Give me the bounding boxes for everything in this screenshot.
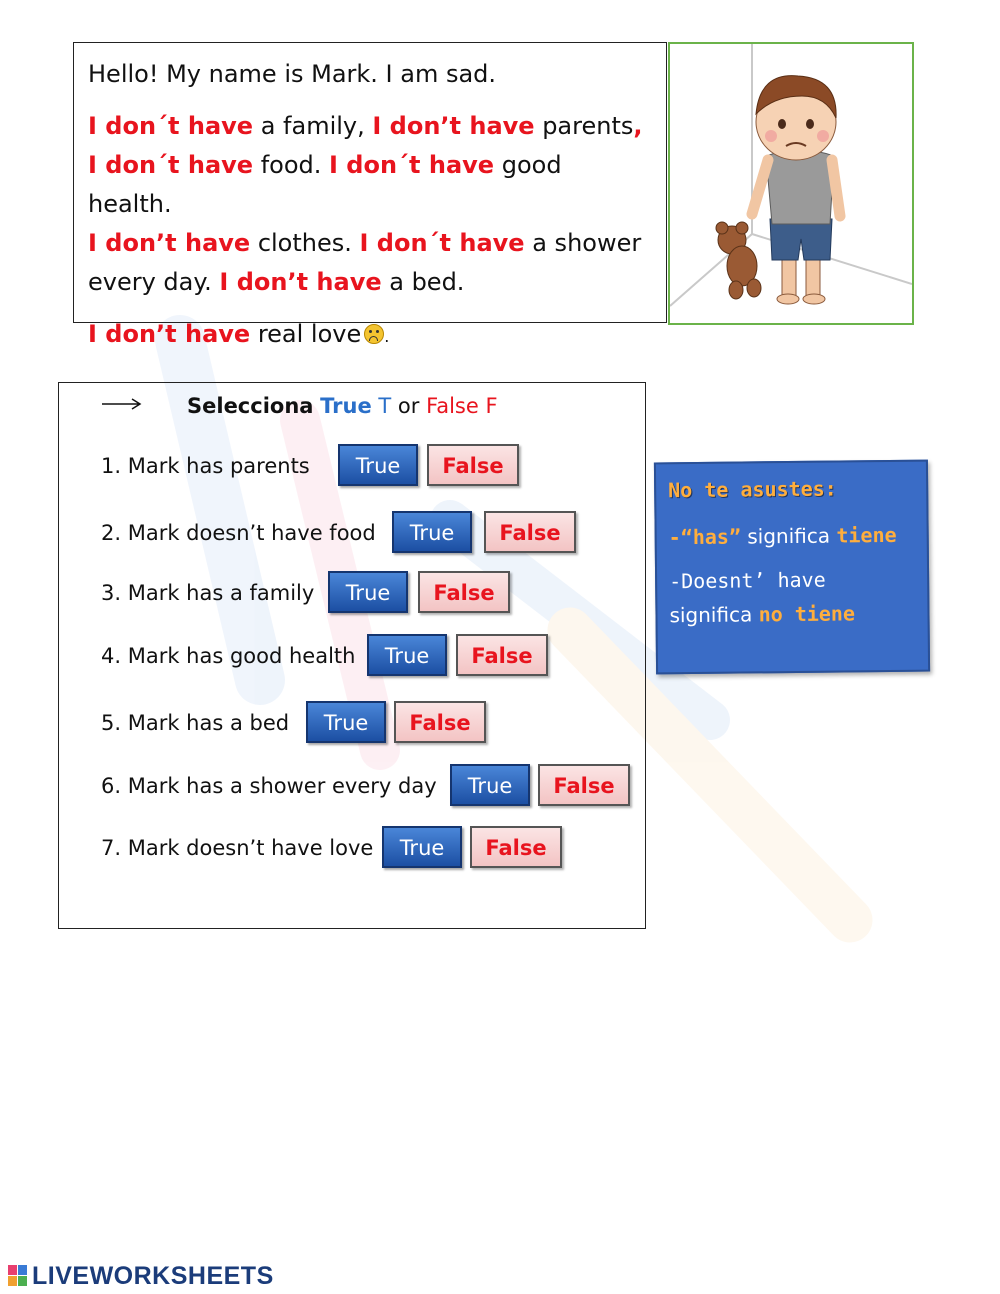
note-translation: no tiene [758, 601, 856, 627]
quiz-title-true: True [320, 394, 372, 418]
false-button[interactable]: False [418, 571, 510, 613]
true-button[interactable]: True [382, 826, 462, 868]
quiz-title-false: False F [426, 394, 498, 418]
story-text: food. [253, 151, 330, 179]
sad-face-icon [364, 324, 384, 344]
true-button[interactable]: True [450, 764, 530, 806]
false-button[interactable]: False [538, 764, 630, 806]
quiz-title [187, 394, 498, 418]
false-button[interactable]: False [427, 444, 519, 486]
true-button[interactable]: True [392, 511, 472, 553]
story-phrase: I don’t have [88, 320, 251, 348]
story-line [88, 146, 652, 224]
true-button[interactable]: True [306, 701, 386, 743]
story-text: good health. [88, 151, 562, 218]
question-text: 6. Mark has a shower every day [101, 774, 437, 798]
question-row [59, 634, 647, 678]
sad-boy-icon [670, 44, 912, 323]
question-row [59, 701, 647, 745]
true-button[interactable]: True [328, 571, 408, 613]
story-text: a bed. [381, 268, 465, 296]
story-line [88, 107, 652, 146]
story-text: parents [534, 112, 634, 140]
story-last-line [88, 315, 652, 356]
false-button[interactable]: False [470, 826, 562, 868]
true-button[interactable]: True [338, 444, 418, 486]
brand-name: LIVEWORKSHEETS [32, 1261, 274, 1290]
story-phrase: I don’t have [88, 229, 251, 257]
question-text: 7. Mark doesn’t have love [101, 836, 374, 860]
story-text: a shower [524, 229, 642, 257]
false-button[interactable]: False [394, 701, 486, 743]
story-end: . [384, 327, 390, 346]
help-note [654, 460, 930, 675]
story-text: a family, [253, 112, 373, 140]
note-line-has [669, 518, 915, 555]
story-text: clothes. [250, 229, 360, 257]
note-text: significa [740, 523, 837, 549]
story-intro: Hello! My name is Mark. I am sad. [88, 60, 497, 88]
true-button[interactable]: True [367, 634, 447, 676]
sad-boy-illustration [668, 42, 914, 325]
question-text: 4. Mark has good health [101, 644, 356, 668]
question-row [59, 764, 647, 808]
note-translation: tiene [836, 522, 897, 548]
note-term: -“has” [668, 524, 742, 550]
note-line-doesnt [669, 562, 916, 633]
note-text: significa [669, 602, 759, 628]
question-row [59, 571, 647, 615]
story-phrase: I don’t have [219, 268, 382, 296]
false-button[interactable]: False [484, 511, 576, 553]
story-box [73, 42, 667, 348]
story-line [88, 224, 652, 263]
false-button[interactable]: False [456, 634, 548, 676]
question-text: 2. Mark doesn’t have food [101, 521, 376, 545]
brand-logo [8, 1262, 274, 1290]
story-phrase: , [633, 112, 643, 140]
question-row [59, 826, 647, 870]
quiz-title-t: T [371, 394, 392, 418]
story-phrase: I don´t have [359, 229, 525, 257]
question-row [59, 511, 647, 555]
question-text: 5. Mark has a bed [101, 711, 290, 735]
question-row [59, 444, 647, 488]
quiz-title-select: Selecciona [187, 394, 314, 418]
liveworksheets-logo-icon [8, 1265, 28, 1287]
story-line [88, 263, 652, 302]
quiz-box [58, 382, 646, 929]
question-text: 3. Mark has a family [101, 581, 315, 605]
question-text: 1. Mark has parents [101, 454, 310, 478]
story-phrase: I don´t have [88, 112, 254, 140]
story-phrase: I don’t have [372, 112, 535, 140]
story-phrase: I don´t have [88, 151, 254, 179]
story-phrase: I don´t have [329, 151, 495, 179]
note-heading: No te asustes: [668, 476, 837, 503]
story-text: every day. [88, 268, 220, 296]
note-term: -Doesnt’ have [669, 567, 826, 594]
quiz-title-or: or [391, 394, 427, 418]
arrow-right-icon [102, 397, 142, 411]
story-text: real love [250, 320, 362, 348]
